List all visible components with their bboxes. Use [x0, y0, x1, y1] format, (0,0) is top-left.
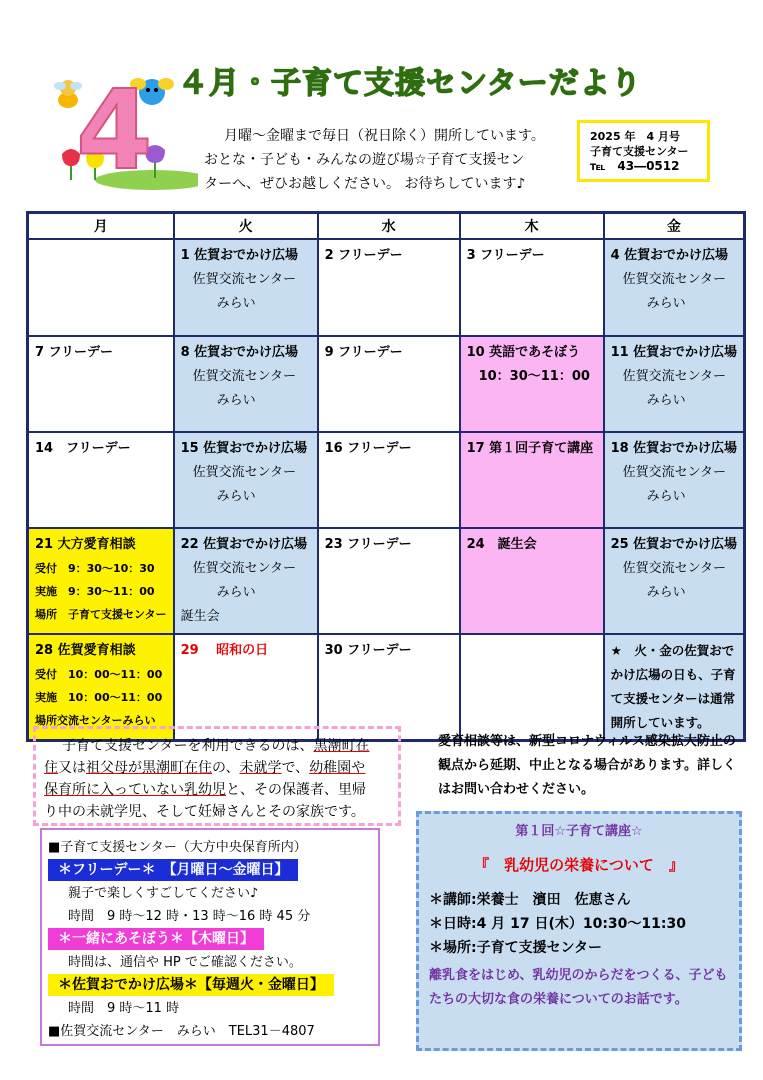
intro-text	[204, 124, 574, 196]
issue-box	[577, 120, 710, 182]
day-event-detail: 佐賀交流センター	[192, 561, 297, 576]
calendar-day-cell	[604, 634, 745, 741]
calendar-day-cell	[318, 432, 460, 528]
day-event-title: 25 佐賀おでかけ広場	[610, 537, 738, 552]
day-event-detail: みらい	[216, 489, 256, 504]
calendar-table	[26, 211, 746, 742]
day-event-title: 15 佐賀おでかけ広場	[180, 441, 308, 456]
day-event-title: 11 佐賀おでかけ広場	[610, 345, 738, 360]
calendar-day-cell	[28, 239, 174, 336]
day-event-detail: 佐賀交流センター	[192, 369, 297, 384]
calendar-day-cell	[28, 432, 174, 528]
day-event-title: 14 フリーデー	[35, 441, 131, 456]
calendar-day-cell	[318, 634, 460, 741]
issue-date: 2025 年 4 月号	[590, 130, 680, 143]
day-event-title: 22 佐賀おでかけ広場	[180, 537, 308, 552]
issue-name: 子育て支援センター	[590, 145, 689, 158]
calendar-day-cell	[604, 528, 745, 634]
calendar-day-cell	[318, 239, 460, 336]
eligibility-box	[33, 726, 401, 826]
calendar-day-cell	[174, 432, 318, 528]
day-event-title: 28 佐賀愛育相談	[35, 643, 136, 658]
calendar-header-row	[28, 213, 745, 240]
calendar-day-cell	[318, 528, 460, 634]
day-event-title: 10 英語であそぼう	[466, 345, 581, 360]
day-event-title: 29 昭和の日	[180, 643, 269, 658]
day-event-title: 23 フリーデー	[324, 537, 412, 552]
lecture-place: ＊場所:子育て支援センター	[429, 940, 603, 956]
issue-tel: ℡ 43―0512	[590, 159, 680, 173]
day-event-detail: 誕生会	[180, 609, 220, 624]
day-event-detail: みらい	[646, 585, 686, 600]
calendar-day-cell	[174, 239, 318, 336]
day-event-detail: 佐賀交流センター	[622, 465, 727, 480]
calendar-day-cell	[460, 239, 604, 336]
day-event-detail: みらい	[646, 296, 686, 311]
lecture-lecturer: ＊講師:栄養士 濱田 佐恵さん	[429, 892, 631, 908]
lecture-box	[416, 811, 742, 1051]
day-event-detail: みらい	[216, 585, 256, 600]
text: 又は	[58, 760, 86, 776]
calendar-day-cell	[460, 432, 604, 528]
asobou-desc: 時間は、通信や HP でご確認ください。	[68, 955, 302, 970]
day-event-title: 17 第１回子育て講座	[466, 441, 594, 456]
day-event-detail: 場所 子育て支援センター	[35, 608, 167, 621]
lecture-heading: 第１回☆子育て講座☆	[515, 824, 643, 839]
day-header: 火	[174, 213, 318, 240]
calendar-day-cell	[604, 336, 745, 432]
day-event-detail: 佐賀交流センター	[192, 465, 297, 480]
calendar-day-cell	[318, 336, 460, 432]
calendar-day-cell	[460, 336, 604, 432]
underlined-text: 保育所に入っていない乳幼児	[44, 782, 226, 798]
page-title: ４月・子育て支援センターだより	[178, 66, 642, 101]
asobou-label: ＊一緒にあそぼう＊【木曜日】	[48, 928, 264, 950]
text: の、	[212, 760, 240, 776]
intro-line: ターへ、ぜひお越しください。 お待ちしています♪	[204, 176, 526, 192]
day-event-title: 24 誕生会	[466, 537, 537, 552]
intro-line: おとな・子ども・みんなの遊び場☆子育て支援セン	[204, 152, 525, 168]
day-event-title: 1 佐賀おでかけ広場	[180, 248, 299, 263]
day-event-title: 16 フリーデー	[324, 441, 412, 456]
day-event-title: 7 フリーデー	[35, 345, 114, 360]
schedule-header: ■子育て支援センター（大方中央保育所内）	[48, 840, 307, 855]
calendar-day-cell	[174, 528, 318, 634]
calendar-day-cell	[460, 528, 604, 634]
covid-note: 愛育相談等は、新型コロナウィルス感染拡大防止の観点から延期、中止となる場合があります。詳しくはお問い合わせください。	[438, 734, 736, 797]
day-event-detail: 実施 10：00～11：00	[35, 691, 163, 704]
calendar-day-cell	[28, 528, 174, 634]
eligibility-line	[44, 735, 390, 757]
underlined-text: 未就学	[239, 760, 282, 776]
lecture-description: 離乳食をはじめ、乳幼児のからだをつくる、子どもたちの大切な食の栄養についてのお話です。	[429, 968, 728, 1007]
day-header: 金	[604, 213, 745, 240]
freeday-time: 時間 9 時～12 時・13 時～16 時 45 分	[68, 909, 311, 924]
day-event-title: 30 フリーデー	[324, 643, 412, 658]
calendar-day-cell	[604, 432, 745, 528]
day-event-detail: みらい	[646, 393, 686, 408]
day-event-detail: 受付 9：30～10：30	[35, 562, 155, 575]
month-numeral: 4	[76, 66, 153, 194]
lecture-datetime: ＊日時:4 月 17 日(木）10:30～11:30	[429, 916, 686, 932]
day-event-title: 4 佐賀おでかけ広場	[610, 248, 729, 263]
intro-line: 月曜～金曜まで毎日（祝日除く）開所しています。	[224, 128, 545, 144]
day-event-title: 21 大方愛育相談	[35, 537, 136, 552]
day-event-detail: 10：30～11：00	[478, 369, 590, 384]
calendar-day-cell	[604, 239, 745, 336]
freeday-desc: 親子で楽しくすごしてください♪	[68, 886, 259, 901]
day-event-detail: 佐賀交流センター	[192, 272, 297, 287]
day-event-detail: みらい	[646, 489, 686, 504]
calendar-week-row	[28, 336, 745, 432]
day-header: 水	[318, 213, 460, 240]
day-event-detail: 実施 9：30～11：00	[35, 585, 155, 598]
text: で、	[281, 760, 310, 776]
underlined-text: 住	[44, 760, 58, 776]
calendar-week-row	[28, 528, 745, 634]
odekake-time: 時間 9 時～11 時	[68, 1001, 180, 1016]
schedule-footer: ■佐賀交流センター みらい TEL31－4807	[48, 1024, 315, 1039]
underlined-text: 幼稚園や	[309, 760, 366, 776]
day-event-detail: 佐賀交流センター	[622, 561, 727, 576]
day-event-detail: 佐賀交流センター	[622, 272, 727, 287]
freeday-label: ＊フリーデー＊ 【月曜日～金曜日】	[48, 859, 298, 881]
eligibility-line	[44, 779, 390, 801]
day-event-title: ★ 火・金の佐賀おでかけ広場の日も、子育て支援センターは通常開所しています。	[610, 643, 736, 730]
text: 子育て支援センターを利用できるのは、	[62, 738, 314, 754]
schedule-box	[40, 828, 380, 1046]
eligibility-line	[44, 757, 390, 779]
day-event-detail: みらい	[216, 296, 256, 311]
day-event-detail: みらい	[216, 393, 256, 408]
lecture-title: 『 乳幼児の栄養について 』	[474, 856, 684, 874]
day-event-title: 3 フリーデー	[466, 248, 545, 263]
day-event-title: 9 フリーデー	[324, 345, 403, 360]
day-event-detail: 場所交流センターみらい	[35, 714, 156, 727]
calendar-week-row	[28, 432, 745, 528]
day-header: 木	[460, 213, 604, 240]
day-event-title: 2 フリーデー	[324, 248, 403, 263]
odekake-label: ＊佐賀おでかけ広場＊【毎週火・金曜日】	[48, 974, 334, 996]
calendar-day-cell	[28, 336, 174, 432]
calendar-day-cell	[460, 634, 604, 741]
day-event-title: 8 佐賀おでかけ広場	[180, 345, 299, 360]
text: と、その保護者、里帰	[226, 782, 366, 798]
underlined-text: 祖父母が黒潮町在住	[86, 760, 212, 776]
day-event-detail: 受付 10：00～11：00	[35, 668, 163, 681]
day-event-title: 18 佐賀おでかけ広場	[610, 441, 738, 456]
calendar-day-cell	[174, 336, 318, 432]
underlined-text: 黒潮町在	[313, 738, 370, 754]
day-header: 月	[28, 213, 174, 240]
calendar-week-row	[28, 634, 745, 741]
calendar-week-row	[28, 239, 745, 336]
day-event-detail: 佐賀交流センター	[622, 369, 727, 384]
eligibility-line: り中の未就学児、そして妊婦さんとその家族です。	[44, 804, 365, 820]
calendar-day-cell	[28, 634, 174, 741]
calendar-day-cell	[174, 634, 318, 741]
